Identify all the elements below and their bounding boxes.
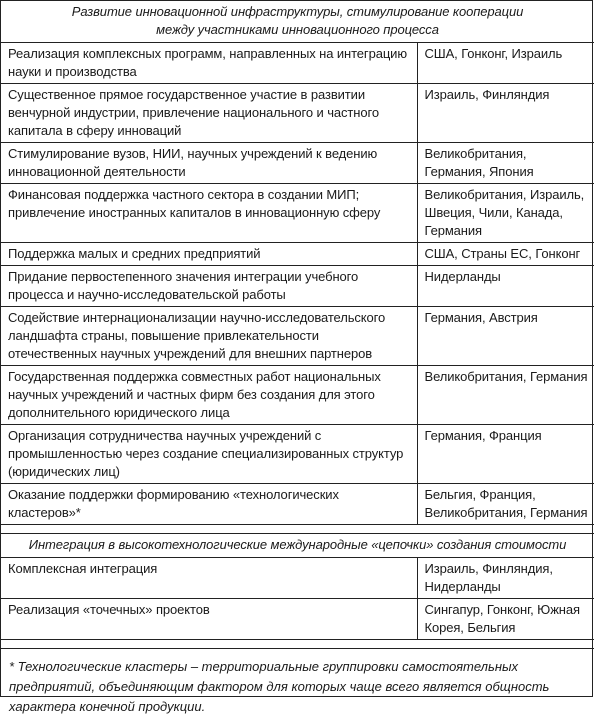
countries-cell: США, Гонконг, Израиль xyxy=(417,43,594,84)
measure-cell: Комплексная интеграция xyxy=(1,558,417,599)
table-row xyxy=(1,599,594,640)
spacer-row xyxy=(1,525,594,534)
countries-cell: Германия, Франция xyxy=(417,425,594,484)
countries-cell: Великобритания, Германия xyxy=(417,366,594,425)
countries-cell: Сингапур, Гонконг, Южная Корея, Бельгия xyxy=(417,599,594,640)
section-title: Интеграция в высокотехнологические международные «цепочки» создания стоимости xyxy=(1,534,594,558)
measure-cell: Реализация «точечных» проектов xyxy=(1,599,417,640)
table-row xyxy=(1,143,594,184)
measure-cell: Организация сотрудничества научных учреждений с промышленностью через создание специализированных структур (юридических лиц) xyxy=(1,425,417,484)
measure-cell: Придание первостепенного значения интеграции учебного процесса и научно-исследовательской работы xyxy=(1,266,417,307)
spacer-cell xyxy=(1,640,594,649)
countries-cell: Бельгия, Франция, Великобритания, Германия xyxy=(417,484,594,525)
table-row xyxy=(1,425,594,484)
measure-cell: Содействие интернационализации научно-исследовательского ландшафта страны, повышение привлекательности отечественных научных учреждений для внешних партнеров xyxy=(1,307,417,366)
table-row xyxy=(1,484,594,525)
countries-cell: Великобритания, Израиль, Швеция, Чили, Канада, Германия xyxy=(417,184,594,243)
innovation-policy-table xyxy=(1,1,594,649)
countries-cell: Германия, Австрия xyxy=(417,307,594,366)
countries-cell: США, Страны ЕС, Гонконг xyxy=(417,243,594,266)
table-row xyxy=(1,307,594,366)
countries-cell: Великобритания, Германия, Япония xyxy=(417,143,594,184)
footnote: * Технологические кластеры – территориальные группировки самостоятельных предприятий, объединяющим фактором для которых чаще всего является общность характера конечной продукции. xyxy=(9,659,550,714)
measure-cell: Финансовая поддержка частного сектора в создании МИП; привлечение иностранных капиталов в инновационную сферу xyxy=(1,184,417,243)
table-body xyxy=(1,1,594,649)
spacer-cell xyxy=(1,525,594,534)
section-title: Развитие инновационной инфраструктуры, стимулирование кооперации между участниками инновационного процесса xyxy=(1,1,594,43)
table-row xyxy=(1,184,594,243)
measure-cell: Поддержка малых и средних предприятий xyxy=(1,243,417,266)
table-row xyxy=(1,243,594,266)
countries-cell: Израиль, Финляндия, Нидерланды xyxy=(417,558,594,599)
measure-cell: Существенное прямое государственное участие в развитии венчурной индустрии, привлечение национального и частного капитала в сферу инноваций xyxy=(1,84,417,143)
table-row xyxy=(1,558,594,599)
table-row xyxy=(1,366,594,425)
measure-cell: Оказание поддержки формированию «технологических кластеров»* xyxy=(1,484,417,525)
measure-cell: Государственная поддержка совместных работ национальных научных учреждений и частных фирм без создания для этого дополнительного юридического лица xyxy=(1,366,417,425)
section-header-row xyxy=(1,534,594,558)
section-header-row xyxy=(1,1,594,43)
countries-cell: Нидерланды xyxy=(417,266,594,307)
table-row xyxy=(1,84,594,143)
spacer-row xyxy=(1,640,594,649)
table-row xyxy=(1,266,594,307)
table-row xyxy=(1,43,594,84)
measure-cell: Стимулирование вузов, НИИ, научных учреждений к ведению инновационной деятельности xyxy=(1,143,417,184)
countries-cell: Израиль, Финляндия xyxy=(417,84,594,143)
measure-cell: Реализация комплексных программ, направленных на интеграцию науки и производства xyxy=(1,43,417,84)
